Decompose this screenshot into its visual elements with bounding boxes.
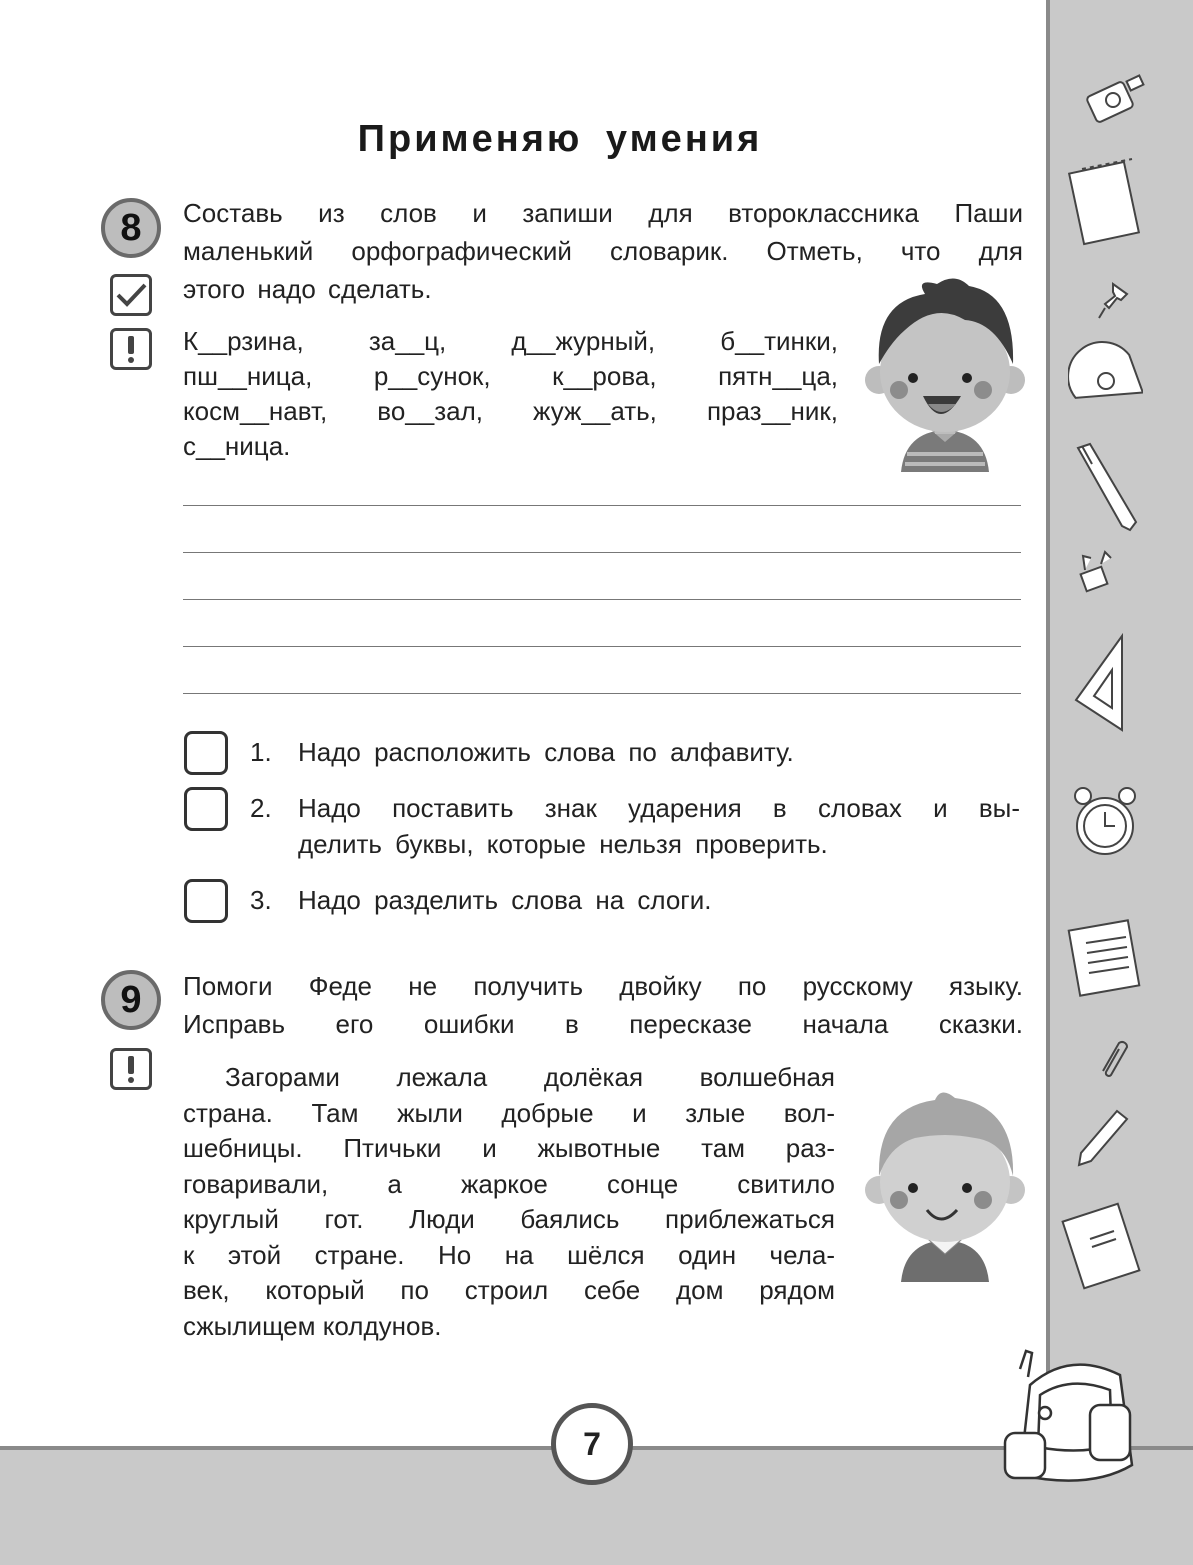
check-icon <box>110 274 152 316</box>
option-1-checkbox[interactable] <box>184 731 228 775</box>
option-2-text <box>298 790 1020 862</box>
book-icon <box>1060 1195 1145 1295</box>
option-3-text <box>298 882 1020 918</box>
word-line: К__рзина, за__ц, д__журный, б__тинки, <box>183 326 838 356</box>
instruction-line: этого надо сделать. <box>183 274 432 304</box>
protractor-icon <box>1068 325 1143 410</box>
page-number: 7 <box>551 1403 633 1485</box>
word-list <box>183 324 838 464</box>
notebook-icon <box>1062 915 1147 1000</box>
pencil-icon <box>1075 1105 1135 1175</box>
story-line: Загорами лежала долёкая волшебная <box>225 1062 835 1092</box>
story-line: говаривали, а жаркое сонце свитило <box>183 1168 835 1199</box>
exclamation-icon <box>110 328 152 370</box>
option-3-checkbox[interactable] <box>184 879 228 923</box>
writing-line <box>183 505 1021 506</box>
option-line: Надо расположить слова по алфавиту. <box>298 737 794 767</box>
instruction-line: маленький орфографический словарик. Отметь, что для <box>183 236 1023 266</box>
paperclip-icon <box>1095 1035 1130 1080</box>
option-2-checkbox[interactable] <box>184 787 228 831</box>
pencil-sharpener-icon <box>1080 70 1150 130</box>
option-3-number: 3. <box>250 885 272 915</box>
pen-icon <box>1068 440 1143 535</box>
story-line: сжылищем колдунов. <box>183 1310 442 1341</box>
instruction-line: Исправь его ошибки в пересказе начала сказки. <box>183 1009 1023 1039</box>
instruction-line: Помоги Феде не получить двойку по русскому языку. <box>183 971 1023 1001</box>
task-9-instruction <box>183 967 1023 1043</box>
alarm-clock-icon <box>1065 780 1150 865</box>
notepad-icon <box>1068 155 1148 250</box>
instruction-line: Составь из слов и запиши для второклассника Паши <box>183 198 1023 228</box>
binder-clip-icon <box>1075 550 1115 600</box>
story-line: страна. Там жыли добрые и злые вол- <box>183 1097 835 1128</box>
exclamation-icon <box>110 1048 152 1090</box>
backpack-icon <box>1000 1345 1145 1495</box>
option-1-text <box>298 734 1020 770</box>
option-line: Надо поставить знак ударения в словах и вы- <box>298 793 1020 823</box>
boy-smiling-illustration <box>865 1082 1025 1282</box>
word-line: с__ница. <box>183 431 291 461</box>
story-line: круглый гот. Люди баялись приблежаться <box>183 1204 835 1234</box>
option-line: Надо разделить слова на слоги. <box>298 885 712 915</box>
word-line: пш__ница, р__сунок, к__рова, пятн__ца, <box>183 361 838 391</box>
task-8-badge: 8 <box>101 198 161 258</box>
story-line: век, который по строил себе дом рядом <box>183 1275 835 1305</box>
story-text <box>183 1060 835 1344</box>
writing-line <box>183 693 1021 694</box>
page-title: Применяю умения <box>357 118 763 160</box>
story-line: к этой стране. Но на шёлся один чела- <box>183 1239 835 1270</box>
writing-line <box>183 599 1021 600</box>
task-9-badge: 9 <box>101 970 161 1030</box>
boy-laughing-illustration <box>865 272 1025 477</box>
option-1-number: 1. <box>250 737 272 767</box>
option-2-number: 2. <box>250 793 272 823</box>
word-line: косм__навт, во__зал, жуж__ать, праз__ник, <box>183 396 838 426</box>
option-line: делить буквы, которые нельзя проверить. <box>298 829 828 859</box>
pushpin-icon <box>1095 278 1135 323</box>
writing-line <box>183 646 1021 647</box>
triangle-ruler-icon <box>1070 630 1130 735</box>
writing-line <box>183 552 1021 553</box>
story-line: шебницы. Птичьки и жывотные там раз- <box>183 1133 835 1163</box>
